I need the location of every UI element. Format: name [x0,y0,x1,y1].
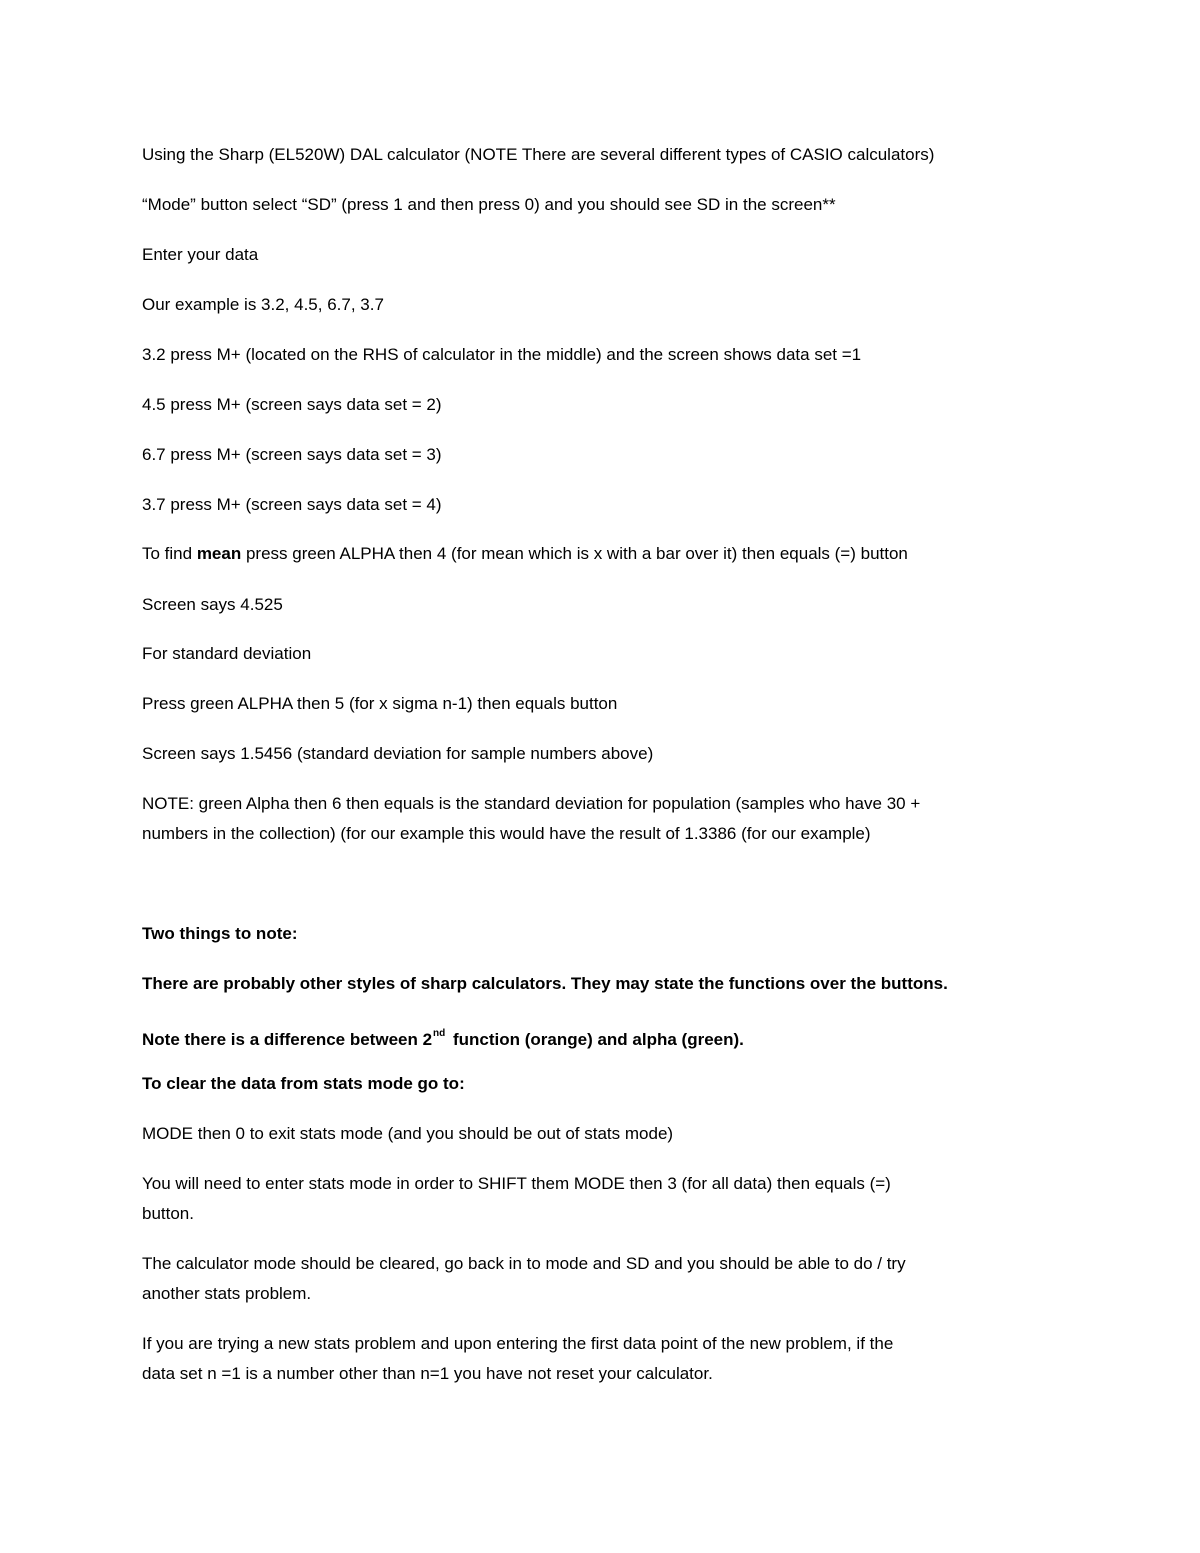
step-3-line: 6.7 press M+ (screen says data set = 3) [142,445,442,464]
cleared-line-1: The calculator mode should be cleared, go back in to mode and SD and you should be able to do / try [142,1254,906,1273]
shift-line-1: You will need to enter stats mode in order to SHIFT them MODE then 3 (for all data) then equals (=) [142,1174,891,1193]
new-problem-line-2: data set n =1 is a number other than n=1 you have not reset your calculator. [142,1364,713,1383]
note-line-1: NOTE: green Alpha then 6 then equals is the standard deviation for population (samples who have 30 + [142,794,921,813]
mean-result-line: Screen says 4.525 [142,595,283,614]
two-things-heading: Two things to note: [142,924,298,943]
cleared-line-2: another stats problem. [142,1284,312,1303]
note-line-2: numbers in the collection) (for our example this would have the result of 1.3386 (for our example) [142,824,871,843]
new-problem-line-1: If you are trying a new stats problem and upon entering the first data point of the new problem, if the [142,1334,894,1353]
other-styles-line: There are probably other styles of sharp calculators. They may state the functions over the buttons. [142,974,948,993]
sd-heading-line: For standard deviation [142,644,312,663]
step-4-line: 3.7 press M+ (screen says data set = 4) [142,495,442,514]
difference-suffix: function (orange) and alpha (green). [448,1030,744,1049]
mean-instruction-line [142,543,908,565]
sd-result-line: Screen says 1.5456 (standard deviation for sample numbers above) [142,744,654,763]
step-2-line: 4.5 press M+ (screen says data set = 2) [142,395,442,414]
intro-line: Using the Sharp (EL520W) DAL calculator (NOTE There are several different types of CASIO calculators) [142,145,935,164]
exit-mode-line: MODE then 0 to exit stats mode (and you should be out of stats mode) [142,1124,674,1143]
difference-line [142,1023,744,1051]
enter-data-line: Enter your data [142,245,259,264]
mode-instruction-line: “Mode” button select “SD” (press 1 and then press 0) and you should see SD in the screen** [142,195,836,214]
mean-suffix: press green ALPHA then 4 (for mean which is x with a bar over it) then equals (=) button [241,544,908,563]
sd-instruction-line: Press green ALPHA then 5 (for x sigma n-1) then equals button [142,694,618,713]
clear-heading-line: To clear the data from stats mode go to: [142,1074,465,1093]
step-1-line: 3.2 press M+ (located on the RHS of calculator in the middle) and the screen shows data set =1 [142,345,862,364]
shift-line-2: button. [142,1204,194,1223]
example-line: Our example is 3.2, 4.5, 6.7, 3.7 [142,295,384,314]
mean-prefix: To find [142,544,197,563]
mean-keyword: mean [196,544,242,563]
ordinal-suffix: nd [433,1028,446,1039]
difference-prefix: Note there is a difference between 2 [142,1030,433,1049]
